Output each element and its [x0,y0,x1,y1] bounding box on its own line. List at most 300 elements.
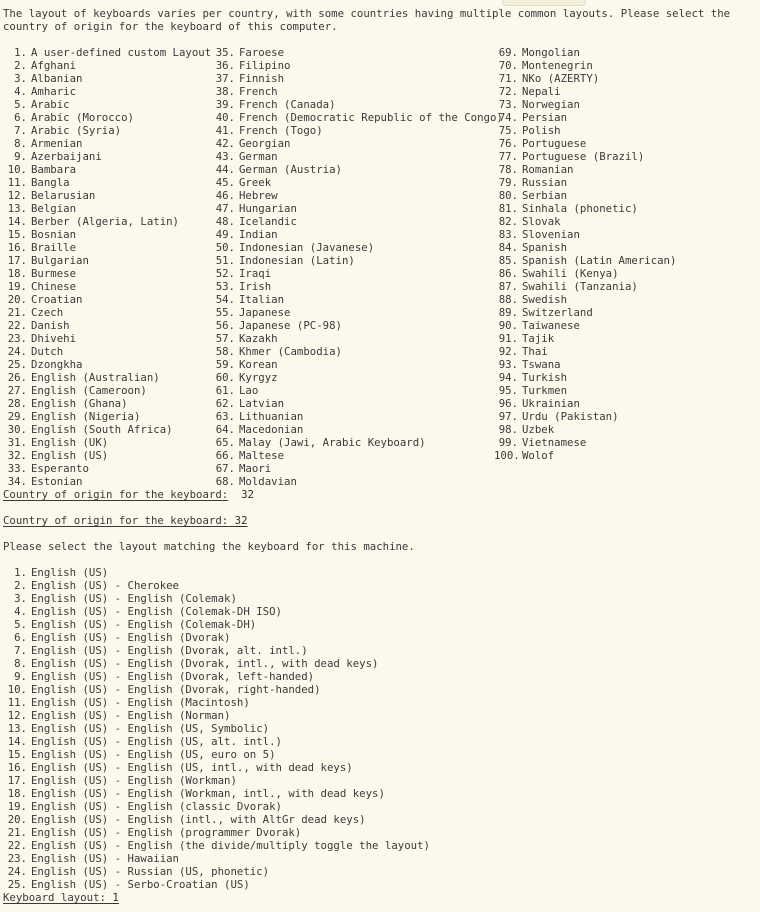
country-prompt: Country of origin for the keyboard: [3,488,229,501]
item-label: Kazakh [239,332,278,345]
item-number: 85. [498,254,518,267]
item-label: English (US) - English (Colemak) [31,592,237,605]
country-item [3,163,211,176]
item-label: Swedish [522,293,568,306]
item-number: 34. [7,475,27,488]
layout-item [3,657,757,670]
item-label: Serbian [522,189,568,202]
country-item [3,202,211,215]
item-number: 15. [7,228,27,241]
country-item [494,345,754,358]
item-number: 5. [14,618,27,631]
item-label: Braille [31,241,77,254]
item-label: English (US) - English (classic Dvorak) [31,800,282,813]
layout-item [3,696,757,709]
layout-prompt: Keyboard layout: [3,891,106,904]
item-number: 79. [498,176,518,189]
country-confirm-line [3,514,757,527]
item-label: English (US) - English (programmer Dvorak) [31,826,302,839]
item-label: Georgian [239,137,291,150]
item-label: Russian [522,176,568,189]
layout-item [3,592,757,605]
item-label: English (Cameroon) [31,384,147,397]
layout-item [3,722,757,735]
item-number: 90. [498,319,518,332]
country-item [211,449,494,462]
layout-item [3,670,757,683]
country-answer[interactable]: 32 [241,488,254,501]
item-label: English (US) - English (US, alt. intl.) [31,735,282,748]
item-label: Romanian [522,163,574,176]
item-label: Portuguese [522,137,587,150]
item-label: Slovenian [522,228,580,241]
country-item [494,410,754,423]
item-label: Bangla [31,176,70,189]
layout-item [3,852,757,865]
country-item [494,202,754,215]
item-label: Dhivehi [31,332,77,345]
item-number: 43. [215,150,235,163]
item-number: 6. [14,111,27,124]
country-item [494,176,754,189]
item-number: 45. [215,176,235,189]
country-item [3,423,211,436]
item-label: English (US) - English (Workman, intl., with dead keys) [31,787,385,800]
item-label: English (US) - English (US, euro on 5) [31,748,276,761]
item-number: 77. [498,150,518,163]
country-item [3,449,211,462]
item-number: 31. [7,436,27,449]
country-input-line[interactable] [3,488,757,501]
country-item [3,72,211,85]
item-label: English (US) - English (Workman) [31,774,237,787]
item-label: Spanish [522,241,568,254]
item-label: Moldavian [239,475,297,488]
item-number: 81. [498,202,518,215]
item-label: Italian [239,293,285,306]
item-label: Lao [239,384,259,397]
item-label: English (Nigeria) [31,410,141,423]
item-label: English (Ghana) [31,397,128,410]
country-item [3,59,211,72]
country-item [494,306,754,319]
country-item [211,462,494,475]
item-label: French (Canada) [239,98,336,111]
item-label: French (Democratic Republic of the Congo) [239,111,503,124]
layout-item [3,618,757,631]
country-item [211,267,494,280]
item-number: 18. [7,267,27,280]
layout-item [3,787,757,800]
item-label: Berber (Algeria, Latin) [31,215,179,228]
item-number: 49. [215,228,235,241]
item-label: Arabic (Morocco) [31,111,134,124]
item-label: English (US) - English (Dvorak) [31,631,231,644]
item-label: Bosnian [31,228,77,241]
item-number: 24. [7,345,27,358]
item-label: Polish [522,124,561,137]
item-number: 97. [498,410,518,423]
item-number: 84. [498,241,518,254]
item-label: Khmer (Cambodia) [239,345,342,358]
layout-item [3,839,757,852]
item-label: Belarusian [31,189,96,202]
item-label: Turkmen [522,384,568,397]
item-number: 23. [7,332,27,345]
item-label: Switzerland [522,306,593,319]
item-number: 14. [7,735,27,748]
country-item [3,462,211,475]
item-number: 69. [498,46,518,59]
item-number: 99. [498,436,518,449]
item-number: 61. [215,384,235,397]
item-label: English (US) - English (Norman) [31,709,231,722]
item-number: 2. [14,59,27,72]
item-number: 71. [498,72,518,85]
blank-line [3,527,757,540]
item-label: Turkish [522,371,568,384]
item-number: 55. [215,306,235,319]
item-number: 10. [7,163,27,176]
country-item [3,358,211,371]
layout-item [3,735,757,748]
country-item [211,163,494,176]
item-number: 14. [7,215,27,228]
country-item [494,215,754,228]
item-number: 9. [14,150,27,163]
item-number: 20. [7,813,27,826]
top-tab[interactable] [502,0,586,6]
layout-item [3,709,757,722]
item-number: 8. [14,137,27,150]
item-label: Mongolian [522,46,580,59]
item-number: 41. [215,124,235,137]
item-number: 94. [498,371,518,384]
item-number: 39. [215,98,235,111]
item-label: Esperanto [31,462,89,475]
item-number: 91. [498,332,518,345]
item-label: English (US) - English (Dvorak, left-handed) [31,670,315,683]
item-number: 87. [498,280,518,293]
item-label: Lithuanian [239,410,304,423]
item-number: 63. [215,410,235,423]
item-label: English (US) - Hawaiian [31,852,179,865]
country-item [211,124,494,137]
item-number: 6. [14,631,27,644]
item-number: 25. [7,878,27,891]
layout-item [3,683,757,696]
item-label: Belgian [31,202,77,215]
layout-item [3,774,757,787]
item-label: Taiwanese [522,319,580,332]
item-number: 65. [215,436,235,449]
item-number: 33. [7,462,27,475]
country-item [494,267,754,280]
country-item [211,254,494,267]
layout-item [3,566,757,579]
item-label: German [239,150,278,163]
layout-item [3,878,757,891]
item-label: English (US) - English (Dvorak, right-handed) [31,683,321,696]
item-label: Slovak [522,215,561,228]
country-item [3,228,211,241]
item-label: Chinese [31,280,77,293]
country-item [3,293,211,306]
country-item [494,150,754,163]
item-number: 40. [215,111,235,124]
country-item [3,280,211,293]
country-item [3,176,211,189]
country-item [211,319,494,332]
layout-item [3,826,757,839]
item-label: Iraqi [239,267,272,280]
country-item [3,319,211,332]
country-item [494,111,754,124]
country-item [3,345,211,358]
country-item [211,176,494,189]
country-item [3,254,211,267]
item-number: 20. [7,293,27,306]
country-item [494,189,754,202]
country-item [211,72,494,85]
country-item [211,345,494,358]
country-item [3,306,211,319]
country-item [3,215,211,228]
item-label: Kyrgyz [239,371,278,384]
country-item [3,98,211,111]
country-item [494,280,754,293]
country-item [3,189,211,202]
item-label: Filipino [239,59,291,72]
item-label: Afghani [31,59,77,72]
layout-answer[interactable]: 1 [112,891,119,904]
country-list [3,46,757,488]
item-label: English (US) [31,566,109,579]
country-item [211,397,494,410]
terminal-screen[interactable] [3,7,757,904]
item-label: Hungarian [239,202,297,215]
country-item [3,410,211,423]
item-label: Hebrew [239,189,278,202]
item-label: Korean [239,358,278,371]
item-number: 1. [14,46,27,59]
item-number: 82. [498,215,518,228]
item-number: 50. [215,241,235,254]
country-item [3,384,211,397]
country-item [211,98,494,111]
country-item [3,124,211,137]
item-number: 48. [215,215,235,228]
item-number: 1. [14,566,27,579]
item-label: Maori [239,462,272,475]
country-item [211,371,494,384]
item-number: 86. [498,267,518,280]
item-label: Arabic [31,98,70,111]
item-number: 47. [215,202,235,215]
item-label: Burmese [31,267,77,280]
item-label: French (Togo) [239,124,323,137]
item-label: Albanian [31,72,83,85]
country-item [211,293,494,306]
item-number: 13. [7,202,27,215]
item-number: 4. [14,605,27,618]
item-number: 7. [14,124,27,137]
item-label: Finnish [239,72,285,85]
item-number: 16. [7,241,27,254]
country-item [211,332,494,345]
item-number: 95. [498,384,518,397]
item-number: 60. [215,371,235,384]
item-number: 52. [215,267,235,280]
country-item [494,332,754,345]
item-number: 26. [7,371,27,384]
item-label: English (UK) [31,436,109,449]
item-number: 89. [498,306,518,319]
item-label: Tswana [522,358,561,371]
country-item [494,46,754,59]
country-column-2 [211,46,503,488]
item-label: Estonian [31,475,83,488]
country-item [3,397,211,410]
item-label: English (US) - English (US, intl., with dead keys) [31,761,353,774]
item-label: Icelandic [239,215,297,228]
item-number: 2. [14,579,27,592]
item-number: 24. [7,865,27,878]
item-number: 23. [7,852,27,865]
item-number: 21. [7,306,27,319]
item-label: Thai [522,345,548,358]
layout-item [3,748,757,761]
item-label: Montenegrin [522,59,593,72]
item-label: Urdu (Pakistan) [522,410,619,423]
layout-list [3,566,757,891]
country-item [494,423,754,436]
country-item [494,137,754,150]
country-item [211,241,494,254]
item-label: English (US) - Serbo-Croatian (US) [31,878,250,891]
country-item [211,202,494,215]
item-number: 88. [498,293,518,306]
item-number: 12. [7,709,27,722]
country-item [211,384,494,397]
layout-input-line[interactable] [3,891,757,904]
item-number: 7. [14,644,27,657]
item-number: 11. [7,696,27,709]
country-item [211,423,494,436]
item-label: Czech [31,306,64,319]
item-label: Latvian [239,397,285,410]
item-label: Indonesian (Javanese) [239,241,375,254]
country-item [494,293,754,306]
item-number: 11. [7,176,27,189]
country-item [494,384,754,397]
item-number: 72. [498,85,518,98]
item-number: 54. [215,293,235,306]
item-number: 68. [215,475,235,488]
item-number: 96. [498,397,518,410]
item-number: 57. [215,332,235,345]
item-label: Armenian [31,137,83,150]
item-label: Irish [239,280,272,293]
item-number: 59. [215,358,235,371]
country-item [3,332,211,345]
item-number: 53. [215,280,235,293]
country-item [494,72,754,85]
intro-text: The layout of keyboards varies per country, with some countries having multiple common layouts. Please select the country of origin for the keyboard of this computer. [3,7,731,33]
item-label: Faroese [239,46,285,59]
country-item [3,475,211,488]
country-item [494,436,754,449]
item-number: 3. [14,72,27,85]
country-item [211,85,494,98]
item-number: 9. [14,670,27,683]
country-item [494,449,754,462]
country-item [211,280,494,293]
country-item [494,254,754,267]
item-label: Japanese (PC-98) [239,319,342,332]
item-label: Swahili (Kenya) [522,267,619,280]
layout-intro: Please select the layout matching the keyboard for this machine. [3,540,415,553]
item-number: 67. [215,462,235,475]
item-number: 74. [498,111,518,124]
layout-item [3,605,757,618]
item-number: 17. [7,774,27,787]
country-item [211,137,494,150]
item-label: Ukrainian [522,397,580,410]
layout-item [3,579,757,592]
country-item [211,228,494,241]
country-item [494,124,754,137]
country-item [3,436,211,449]
item-label: English (US) - English (Dvorak, alt. intl.) [31,644,308,657]
country-item [494,358,754,371]
country-item [3,150,211,163]
country-item [211,436,494,449]
item-number: 5. [14,98,27,111]
item-label: Amharic [31,85,77,98]
item-label: English (US) - English (Macintosh) [31,696,250,709]
item-label: Indonesian (Latin) [239,254,355,267]
item-number: 38. [215,85,235,98]
item-label: Maltese [239,449,285,462]
item-label: Sinhala (phonetic) [522,202,638,215]
item-label: English (US) - English (the divide/multiply toggle the layout) [31,839,430,852]
item-number: 46. [215,189,235,202]
country-item [494,241,754,254]
item-label: Bulgarian [31,254,89,267]
country-item [494,371,754,384]
item-number: 19. [7,800,27,813]
country-item [3,111,211,124]
item-label: Persian [522,111,568,124]
item-number: 16. [7,761,27,774]
item-number: 37. [215,72,235,85]
item-number: 44. [215,163,235,176]
item-label: German (Austria) [239,163,342,176]
item-label: Wolof [522,449,555,462]
item-number: 66. [215,449,235,462]
item-number: 42. [215,137,235,150]
item-number: 75. [498,124,518,137]
item-number: 58. [215,345,235,358]
item-number: 10. [7,683,27,696]
item-label: Arabic (Syria) [31,124,122,137]
item-number: 4. [14,85,27,98]
item-label: Tajik [522,332,555,345]
country-item [3,241,211,254]
item-number: 73. [498,98,518,111]
item-number: 15. [7,748,27,761]
